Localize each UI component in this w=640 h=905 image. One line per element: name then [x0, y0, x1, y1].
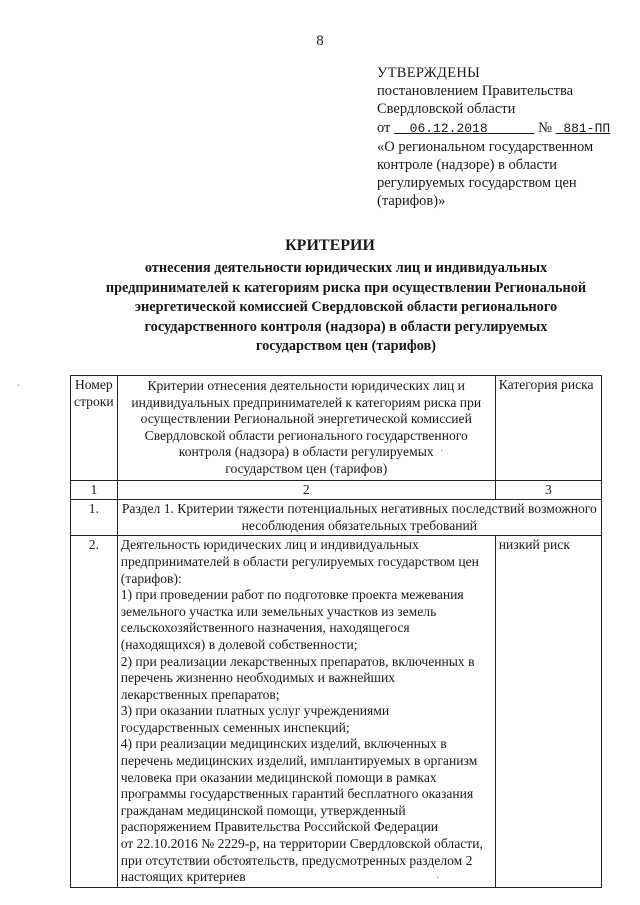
section-line: Раздел 1. Критерии тяжести потенциальных негативных последствий возможного	[121, 501, 597, 517]
subtitle-line: отнесения деятельности юридических лиц и индивидуальных	[144, 260, 548, 276]
criteria-line: лекарственных препаратов;	[120, 686, 280, 702]
approval-stamp	[377, 64, 627, 211]
criteria-line: перечень жизненно необходимых и важнейших	[120, 670, 396, 686]
criteria-line: (находящихся) в долевой собственности;	[120, 636, 358, 652]
scan-speck: ·	[440, 446, 444, 457]
criteria-line: 1) при проведении работ по подготовке проекта межевания	[120, 587, 464, 603]
approval-name-line: регулируемых государством цен	[377, 175, 577, 192]
subtitle-line: государственного контроля (надзора) в области регулируемых	[144, 318, 548, 335]
header-cell-criteria	[117, 376, 495, 481]
header-cell-number	[71, 376, 118, 481]
approval-from-label: от	[377, 119, 391, 136]
risk-cell: низкий риск	[495, 536, 601, 887]
criteria-line: предпринимателей в области регулируемых государством цен	[120, 553, 479, 569]
criteria-line: программы государственных гарантий бесплатного оказания	[120, 786, 474, 802]
criteria-line: (тарифов):	[120, 570, 182, 586]
scan-speck: ·	[17, 381, 21, 392]
criteria-table	[70, 375, 602, 888]
subtitle-line: государством цен (тарифов)	[255, 338, 437, 355]
header-text: контроля (надзора) в области регулируемых	[178, 444, 434, 460]
criteria-line: государственных семенных инспекций;	[120, 719, 350, 735]
document-title: КРИТЕРИИ	[285, 237, 375, 254]
criteria-line: гражданам медицинской помощи, утвержденный	[120, 802, 406, 818]
subtitle-line: энергетической комиссией Свердловской области регионального	[134, 299, 558, 316]
approval-name-line: «О региональном государственном	[377, 138, 594, 155]
column-number: 1	[71, 480, 118, 500]
criteria-line: распоряжением Правительства Российской Федерации	[120, 819, 439, 835]
criteria-line: 3) при оказании платных услуг учреждениями	[120, 703, 390, 719]
subtitle-line: предпринимателей к категориям риска при осуществлении Региональной	[105, 279, 587, 296]
criteria-line: 4) при реализации медицинских изделий, включенных в	[120, 736, 447, 752]
criteria-line: земельного участка или земельных участков из земель	[120, 603, 437, 619]
column-number: 2	[117, 480, 495, 500]
approval-date: 06.12.2018	[409, 120, 488, 136]
header-text: строки	[74, 393, 114, 409]
criteria-line: Деятельность юридических лиц и индивидуальных	[120, 537, 419, 553]
header-text: государством цен (тарифов)	[225, 460, 388, 476]
header-cell-risk: Категория риска	[495, 376, 601, 481]
approval-date-line	[377, 119, 627, 138]
criteria-line: от 22.10.2016 № 2229-р, на территории Свердловской области,	[120, 836, 483, 852]
scan-speck: ·	[436, 873, 440, 884]
column-number: 3	[495, 480, 601, 500]
approval-line-2: Свердловской области	[377, 101, 516, 118]
row-number: 1.	[71, 500, 118, 536]
header-text: Критерии отнесения деятельности юридических лиц и	[147, 378, 465, 393]
criteria-line: 2) при реализации лекарственных препаратов, включенных в	[120, 653, 475, 669]
approval-title: УТВЕРЖДЕНЫ	[377, 65, 481, 81]
section-heading	[117, 500, 601, 536]
approval-name-line: (тарифов)»	[377, 193, 446, 210]
approval-line-1: постановлением Правительства	[377, 83, 574, 100]
criteria-line: при отсутствии обстоятельств, предусмотренных разделом 2	[120, 852, 473, 868]
criteria-line: человека при оказании медицинской помощи в рамках	[120, 769, 437, 785]
approval-name-line: контроле (надзоре) в области	[377, 157, 557, 174]
criteria-line: сельскохозяйственного назначения, находящегося	[120, 620, 410, 636]
approval-number: 881-ПП	[563, 120, 611, 136]
column-numbers-row	[71, 480, 602, 500]
criteria-line: настоящих критериев	[120, 869, 246, 885]
header-text: осуществлении Региональной энергетической комиссией	[140, 411, 472, 427]
row-number: 2.	[71, 536, 118, 887]
header-text: Номер	[74, 377, 113, 392]
header-text: индивидуальных предпринимателей к категориям риска при	[131, 394, 482, 410]
table-row	[71, 536, 602, 887]
page-number: 8	[316, 33, 324, 49]
section-line: несоблюдения обязательных требований	[241, 517, 478, 533]
table-header-row	[71, 376, 602, 481]
document-subtitle	[86, 259, 606, 357]
table-row	[71, 500, 602, 536]
criteria-line: перечень медицинских изделий, имплантируемых в организм	[120, 753, 478, 769]
criteria-cell	[117, 536, 495, 887]
approval-number-label: №	[538, 119, 552, 136]
header-text: Свердловской области регионального государственного	[144, 427, 468, 443]
